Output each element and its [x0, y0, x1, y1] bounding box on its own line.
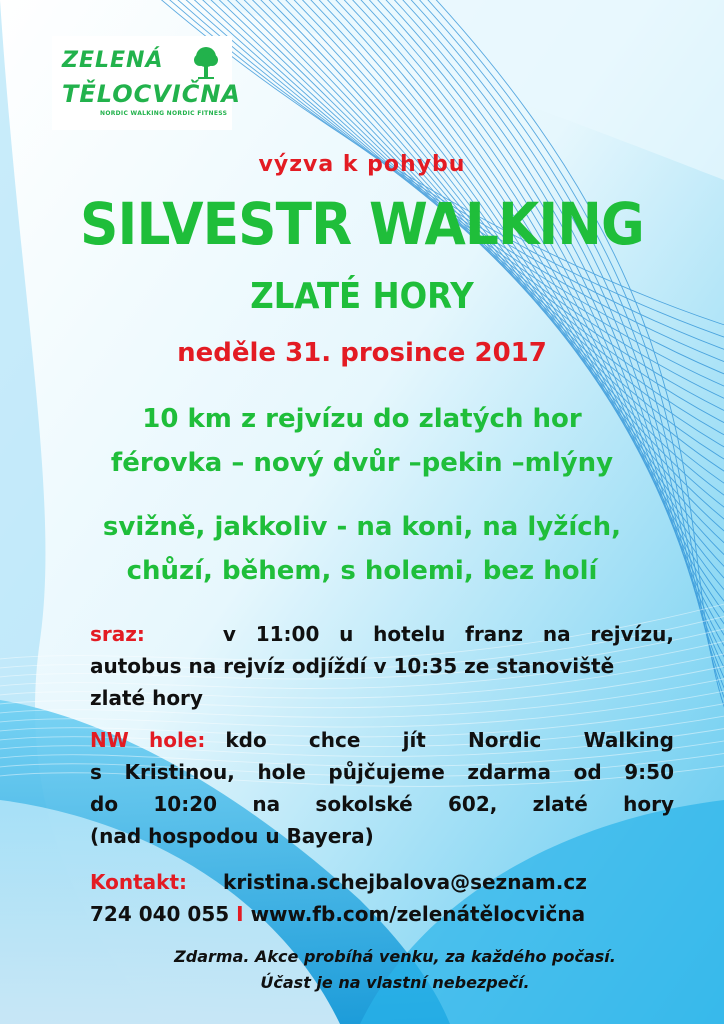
poles-line-3: do 10:20 na sokolské 602, zlaté hory: [90, 792, 674, 816]
poles-text-1: kdo chce jít Nordic Walking: [225, 728, 674, 752]
poles-line-2: s Kristinou, hole půjčujeme zdarma od 9:50: [90, 760, 674, 784]
event-subtitle: výzva k pohybu: [258, 152, 466, 177]
contact-label: Kontakt:: [90, 870, 188, 894]
tree-icon: [192, 46, 220, 80]
poles-line-1: [90, 724, 674, 756]
logo-text-line1: ZELENÁ: [62, 48, 164, 73]
event-place: ZLATÉ HORY: [250, 276, 474, 317]
contact-info: [90, 866, 674, 930]
route-line-1: 10 km z rejvízu do zlatých hor: [142, 404, 582, 434]
footer-line-2: Účast je na vlastní nebezpečí.: [260, 973, 530, 992]
meeting-label: sraz:: [90, 622, 145, 646]
contact-line-1: [90, 866, 674, 898]
how-line-2: chůzí, během, s holemi, bez holí: [126, 556, 598, 586]
meeting-text-1: v 11:00 u hotelu franz na rejvízu,: [222, 622, 674, 646]
meeting-line-3: zlaté hory: [90, 686, 203, 710]
contact-line-2: [90, 898, 674, 930]
event-title: SILVESTR WALKING: [80, 190, 644, 258]
contact-email[interactable]: kristina.schejbalova@seznam.cz: [223, 870, 587, 894]
route-line-2: férovka – nový dvůr –pekin –mlýny: [110, 448, 614, 478]
contact-web[interactable]: www.fb.com/zelenátělocvična: [250, 902, 586, 926]
logo-tagline: NORDIC WALKING NORDIC FITNESS: [100, 110, 228, 117]
meeting-info: [90, 618, 674, 714]
logo-zelena-telocvicna: [52, 36, 241, 130]
nordic-poles-info: [90, 724, 674, 852]
logo-text-line2: TĚLOCVIČNA: [62, 80, 241, 108]
meeting-line-2: autobus na rejvíz odjíždí v 10:35 ze stanoviště: [90, 654, 615, 678]
how-line-1: svižně, jakkoliv - na koni, na lyžích,: [102, 512, 622, 542]
poles-line-4: (nad hospodou u Bayera): [90, 824, 374, 848]
footer-line-1: Zdarma. Akce probíhá venku, za každého počasí.: [174, 947, 616, 966]
meeting-line-1: [90, 618, 674, 650]
poles-label: NW hole:: [90, 728, 206, 752]
contact-phone[interactable]: 724 040 055: [90, 902, 230, 926]
event-date: neděle 31. prosince 2017: [177, 338, 547, 368]
contact-separator: I: [236, 902, 244, 926]
